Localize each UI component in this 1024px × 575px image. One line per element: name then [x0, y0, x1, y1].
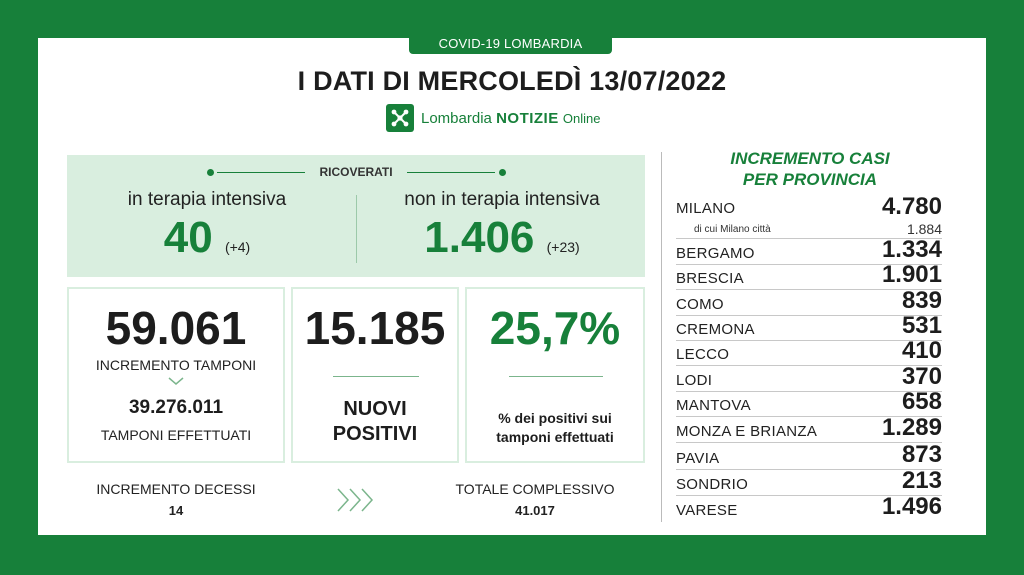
decessi-value: 14	[168, 503, 184, 518]
totale-label: TOTALE COMPLESSIVO	[455, 481, 615, 497]
province-row-varese	[676, 493, 942, 521]
province-name: VARESE	[676, 502, 738, 519]
ricoverati-right-line	[407, 172, 495, 173]
province-name: MANTOVA	[676, 397, 751, 414]
province-name: MILANO	[676, 200, 736, 217]
logo-brand: Lombardia	[421, 109, 492, 127]
positivi-label-line2: POSITIVI	[332, 423, 418, 445]
lombardia-logo-icon	[386, 104, 414, 132]
province-value: 1.334	[881, 236, 942, 263]
decessi-block	[67, 481, 285, 518]
percent-box	[465, 287, 645, 463]
positivi-box	[291, 287, 459, 463]
chevron-down-icon	[69, 375, 283, 389]
tamponi-box	[67, 287, 285, 463]
province-value: 410	[901, 337, 942, 364]
province-name: LECCO	[676, 346, 730, 363]
province-name: LODI	[676, 372, 713, 389]
header-tag: COVID-19 LOMBARDIA	[409, 34, 612, 54]
milano-city-value: 1.884	[906, 221, 942, 237]
province-title-line1: INCREMENTO CASI	[730, 149, 890, 168]
province-name: COMO	[676, 296, 724, 313]
positivi-value: 15.185	[304, 302, 446, 354]
non-intensive-value: 1.406	[424, 213, 535, 262]
intensive-care-block	[107, 189, 307, 272]
percent-label	[467, 409, 643, 447]
province-title-line2: PER PROVINCIA	[742, 170, 878, 189]
province-name: BERGAMO	[676, 245, 755, 262]
province-row-milano	[676, 193, 942, 239]
ricoverati-right-dot	[499, 169, 506, 176]
logo-online: Online	[562, 110, 601, 126]
province-name: SONDRIO	[676, 476, 749, 493]
tamponi-value: 59.061	[105, 302, 247, 354]
totale-block	[430, 481, 640, 518]
milano-city-label: di cui Milano città	[694, 224, 771, 235]
percent-label-line1: % dei positivi sui	[498, 410, 612, 426]
intensive-label: in terapia intensiva	[127, 189, 287, 210]
percent-divider	[509, 376, 603, 377]
province-row-monza	[676, 414, 942, 443]
province-value: 213	[901, 467, 942, 494]
logo-notizie: NOTIZIE	[496, 109, 559, 127]
province-value: 1.901	[881, 261, 942, 288]
province-name: MONZA E BRIANZA	[676, 423, 818, 440]
intensive-value-row	[107, 213, 307, 272]
ricoverati-panel	[67, 155, 645, 277]
percent-value: 25,7%	[489, 302, 621, 354]
totale-value: 41.017	[515, 503, 555, 518]
province-name: PAVIA	[676, 450, 720, 467]
ricoverati-heading: RICOVERATI	[319, 165, 393, 179]
vertical-divider	[661, 152, 662, 522]
province-title	[675, 148, 945, 190]
province-name: CREMONA	[676, 321, 755, 338]
percent-label-line2: tamponi effettuati	[496, 429, 614, 445]
province-value: 370	[901, 363, 942, 390]
tamponi-label: INCREMENTO TAMPONI	[95, 357, 257, 373]
positivi-divider	[333, 376, 419, 377]
non-intensive-label: non in terapia intensiva	[404, 189, 600, 210]
province-value: 873	[901, 441, 942, 468]
province-value: 531	[901, 312, 942, 339]
positivi-label-line1: NUOVI	[343, 398, 407, 420]
province-value: 1.289	[881, 414, 942, 441]
ricoverati-separator	[356, 195, 357, 263]
province-value: 4.780	[881, 193, 942, 220]
province-name: BRESCIA	[676, 270, 744, 287]
non-intensive-block	[377, 189, 627, 272]
non-intensive-value-row	[377, 213, 627, 272]
page-title: I DATI DI MERCOLEDÌ 13/07/2022	[297, 66, 727, 96]
tamponi-total: 39.276.011	[128, 397, 224, 418]
intensive-delta: (+4)	[224, 239, 251, 255]
province-value: 658	[901, 388, 942, 415]
province-value: 839	[901, 287, 942, 314]
arrows-icon	[336, 487, 380, 518]
intensive-value: 40	[163, 213, 213, 262]
province-value: 1.496	[881, 493, 942, 520]
lombardia-notizie-logo	[386, 102, 600, 134]
decessi-label: INCREMENTO DECESSI	[96, 481, 256, 497]
positivi-label	[293, 397, 457, 447]
logo-text	[421, 110, 600, 127]
tamponi-total-label: TAMPONI EFFETTUATI	[100, 427, 252, 443]
non-intensive-delta: (+23)	[546, 239, 580, 255]
